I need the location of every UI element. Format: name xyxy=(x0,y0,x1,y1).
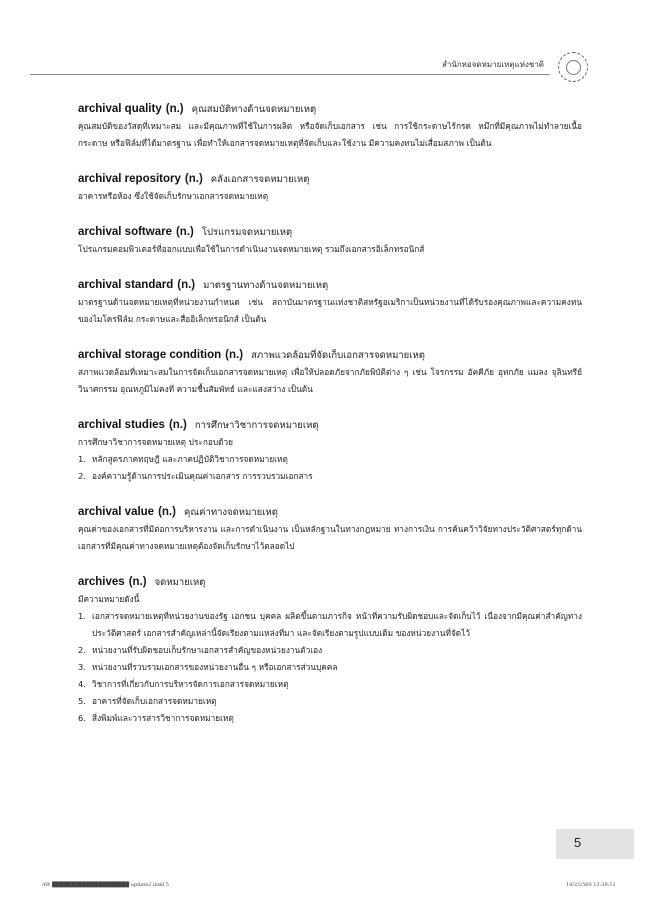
header-rule xyxy=(30,74,550,75)
entry-heading xyxy=(78,101,582,118)
entry-definition xyxy=(78,434,582,485)
definition-list xyxy=(78,451,582,485)
list-item-text: วิชาการที่เกี่ยวกับการบริหารจัดการเอกสารจดหมายเหตุ xyxy=(92,679,289,689)
definition-text: โปรแกรมคอมพิวเตอร์ที่ออกแบบเพื่อใช้ในการดำเนินงานจดหมายเหตุ รวมถึงเอกสารอิเล็กทรอนิกส์ xyxy=(78,244,425,254)
definition-text: อาคารหรือห้อง ซึ่งใช้จัดเก็บรักษาเอกสารจดหมายเหตุ xyxy=(78,191,269,201)
list-item-number: 2. xyxy=(78,645,86,655)
entry-heading xyxy=(78,417,582,434)
entry-thai-term: จดหมายเหตุ xyxy=(154,577,206,588)
definition-text: มาตรฐานด้านจดหมายเหตุที่หน่วยงานกำหนด เช่น สถาบันมาตรฐานแห่งชาติสหรัฐอเมริกาเป็นหน่วยงานที่ได้รับรองคุณภาพและความคงทนของไมโครฟิล์ม กระดาษและสื่ออิเล็กทรอนิกส์ เป็นต้น xyxy=(78,297,582,324)
entry-part-of-speech: (n.) xyxy=(175,226,194,238)
entry-thai-term: สภาพแวดล้อมที่จัดเก็บเอกสารจดหมายเหตุ xyxy=(251,350,425,361)
definition-text: สภาพแวดล้อมที่เหมาะสมในการจัดเก็บเอกสารจดหมายเหตุ เพื่อให้ปลอดภัยจากภัยพิบัติต่าง ๆ เช่น โจรกรรม อัคคีภัย อุทกภัย แมลง จุลินทรีย์ วินาศกรรม อุณหภูมิไม่คงที่ ความชื้นสัมพัทธ์ และแสงสว่าง เป็นต้น xyxy=(78,367,582,394)
entry-term: archival software xyxy=(78,226,172,238)
entry-part-of-speech: (n.) xyxy=(128,576,147,588)
entry-heading xyxy=(78,224,582,241)
glossary-entry xyxy=(78,171,582,205)
footer-filename: AW ████████████████████ update2.indd 5 xyxy=(42,882,169,888)
entry-definition xyxy=(78,294,582,328)
entry-part-of-speech: (n.) xyxy=(165,103,184,115)
entry-heading xyxy=(78,347,582,364)
list-item-number: 3. xyxy=(78,662,86,672)
entry-definition xyxy=(78,521,582,555)
list-item-text: หลักสูตรภาคทฤษฎี และภาคปฏิบัติวิชาการจดหมายเหตุ xyxy=(92,454,288,464)
list-item-text: หน่วยงานที่รวบรวมเอกสารของหน่วยงานอื่น ๆ หรือเอกสารส่วนบุคคล xyxy=(92,662,338,672)
entry-definition xyxy=(78,591,582,727)
definition-text: มีความหมายดังนี้ xyxy=(78,594,140,604)
entry-thai-term: คลังเอกสารจดหมายเหตุ xyxy=(210,174,310,185)
header-organization: สำนักหอจดหมายเหตุแห่งชาติ xyxy=(441,60,544,69)
entry-part-of-speech: (n.) xyxy=(184,173,203,185)
glossary-entry xyxy=(78,224,582,258)
list-item xyxy=(78,659,582,676)
entry-term: archival storage condition xyxy=(78,349,222,361)
list-item-text: เอกสารจดหมายเหตุที่หน่วยงานของรัฐ เอกชน บุคคล ผลิตขึ้นตามภารกิจ หน้าที่ความรับผิดชอบและจัดเก็บไว้ เนื่องจากมีคุณค่าสำคัญทางประวัติศาสตร์ เอกสารสำคัญเหล่านี้จัดเรียงตามแหล่งที่มา และจัดเรียงตามรูปแบบเดิม ของหน่วยงานที่จัดไว้ xyxy=(92,611,582,638)
list-item-number: 4. xyxy=(78,679,86,689)
list-item-text: สิ่งพิมพ์และวารสารวิชาการจดหมายเหตุ xyxy=(92,713,234,723)
glossary-entry xyxy=(78,277,582,328)
entry-definition xyxy=(78,188,582,205)
entry-definition xyxy=(78,241,582,258)
definition-list xyxy=(78,608,582,727)
page-number: 5 xyxy=(574,835,582,850)
entry-heading xyxy=(78,504,582,521)
list-item xyxy=(78,608,582,642)
entry-term: archival standard xyxy=(78,279,174,291)
page-number-box xyxy=(556,829,634,859)
entry-heading xyxy=(78,277,582,294)
entry-definition xyxy=(78,364,582,398)
list-item xyxy=(78,451,582,468)
glossary-entry xyxy=(78,101,582,152)
entry-thai-term: มาตรฐานทางด้านจดหมายเหตุ xyxy=(203,280,329,291)
list-item xyxy=(78,693,582,710)
entry-thai-term: คุณค่าทางจดหมายเหตุ xyxy=(183,507,278,518)
list-item xyxy=(78,710,582,727)
entry-term: archival studies xyxy=(78,419,165,431)
glossary-entry xyxy=(78,347,582,398)
list-item-text: หน่วยงานที่รับผิดชอบเก็บรักษาเอกสารสำคัญของหน่วยงานตัวเอง xyxy=(92,645,323,655)
list-item-number: 6. xyxy=(78,713,86,723)
glossary-entry xyxy=(78,574,582,727)
entry-part-of-speech: (n.) xyxy=(177,279,196,291)
list-item-text: องค์ความรู้ด้านการประเมินคุณค่าเอกสาร การรวบรวมเอกสาร xyxy=(92,471,313,481)
entry-part-of-speech: (n.) xyxy=(158,506,176,518)
definition-text: คุณสมบัติของวัสดุที่เหมาะสม และมีคุณภาพที่ใช้ในการผลิต หรือจัดเก็บเอกสาร เช่น การใช้กระดาษไร้กรด หมึกที่มีคุณภาพไม่ทำลายเนื้อกระดาษ หรือฟิล์มที่ได้มาตรฐาน เพื่อทำให้เอกสารจดหมายเหตุที่จัดเก็บและใช้งาน มีความคงทนไม่เสื่อมสภาพ เป็นต้น xyxy=(78,121,582,148)
definition-text: การศึกษาวิชาการจดหมายเหตุ ประกอบด้วย xyxy=(78,437,234,447)
entry-part-of-speech: (n.) xyxy=(225,349,244,361)
list-item xyxy=(78,676,582,693)
glossary-entry xyxy=(78,504,582,555)
list-item-number: 5. xyxy=(78,696,86,706)
entry-thai-term: คุณสมบัติทางด้านจดหมายเหตุ xyxy=(191,104,317,115)
list-item xyxy=(78,468,582,485)
entry-part-of-speech: (n.) xyxy=(168,419,187,431)
footer-date: 14/2/2560 13:30:11 xyxy=(566,882,616,888)
entry-term: archival value xyxy=(78,506,155,518)
entry-term: archives xyxy=(78,576,125,588)
entry-heading xyxy=(78,574,582,591)
list-item-number: 2. xyxy=(78,471,86,481)
entry-thai-term: โปรแกรมจดหมายเหตุ xyxy=(201,227,293,238)
entry-term: archival quality xyxy=(78,103,162,115)
entry-heading xyxy=(78,171,582,188)
entry-thai-term: การศึกษาวิชาการจดหมายเหตุ xyxy=(194,420,319,431)
entry-definition xyxy=(78,118,582,152)
glossary-entry xyxy=(78,417,582,485)
definition-text: คุณค่าของเอกสารที่มีต่อการบริหารงาน และการดำเนินงาน เป็นหลักฐานในทางกฎหมาย ทางการเงิน การค้นคว้าวิจัยทางประวัติศาสตร์ทุกด้าน เอกสารที่มีคุณค่าทางจดหมายเหตุต้องจัดเก็บรักษาไว้ตลอดไป xyxy=(78,524,582,551)
entry-term: archival repository xyxy=(78,173,181,185)
seal-icon xyxy=(558,52,588,82)
glossary-content xyxy=(78,101,582,746)
list-item-text: อาคารที่จัดเก็บเอกสารจดหมายเหตุ xyxy=(92,696,217,706)
list-item-number: 1. xyxy=(78,611,86,621)
list-item-number: 1. xyxy=(78,454,86,464)
list-item xyxy=(78,642,582,659)
